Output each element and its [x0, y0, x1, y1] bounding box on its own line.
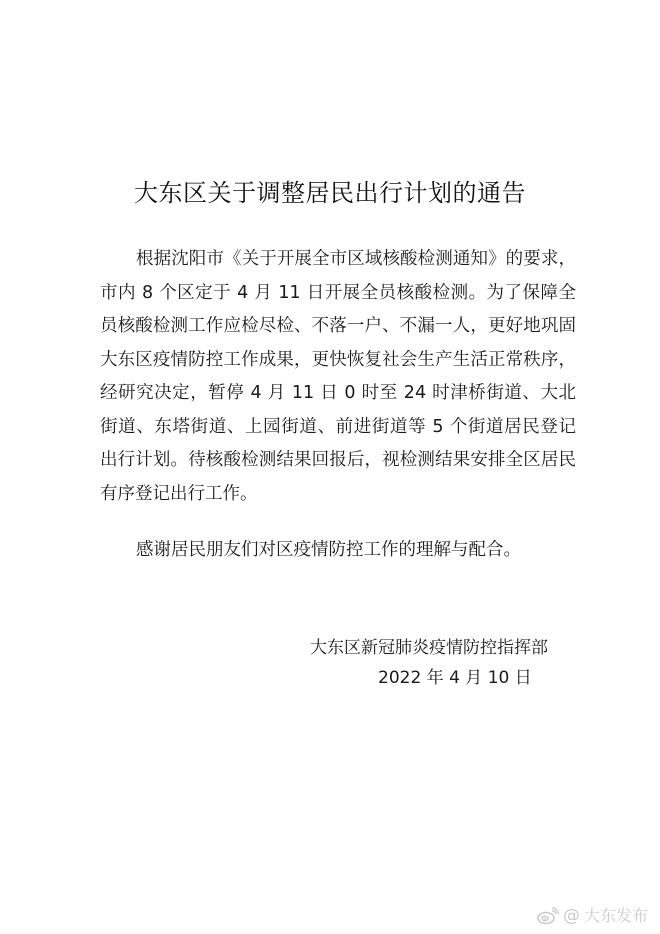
- notice-date: 2022 年 4 月 10 日: [378, 668, 532, 688]
- watermark-at-symbol: @: [562, 906, 580, 926]
- notice-paragraph-thanks: 感谢居民朋友们对区疫情防控工作的理解与配合。: [136, 540, 521, 560]
- notice-title: 大东区关于调整居民出行计划的通告: [134, 179, 526, 207]
- weibo-icon: [537, 907, 559, 925]
- watermark-account-name: 大东发布: [583, 906, 648, 925]
- notice-signature: 大东区新冠肺炎疫情防控指挥部: [310, 638, 548, 658]
- notice-paragraph-main: 根据沈阳市《关于开展全市区域核酸检测通知》的要求，市内 8 个区定于 4 月 11 日开展全员核酸检测。为了保障全员核酸检测工作应检尽检、不落一户、不漏一人，更好地巩固大东区疫情防控工作成果，更快恢复社会生产生活正常秩序，经研究决定，暂停 4 月 11 日 0 时至 24 时津桥街道、大北街道、东塔街道、上园街道、前进街道等 5 个街道居民登记出行计划。待核酸检测结果回报后，视检测结果安排全区居民有序登记出行工作。: [100, 249, 576, 504]
- weibo-watermark: [537, 906, 648, 926]
